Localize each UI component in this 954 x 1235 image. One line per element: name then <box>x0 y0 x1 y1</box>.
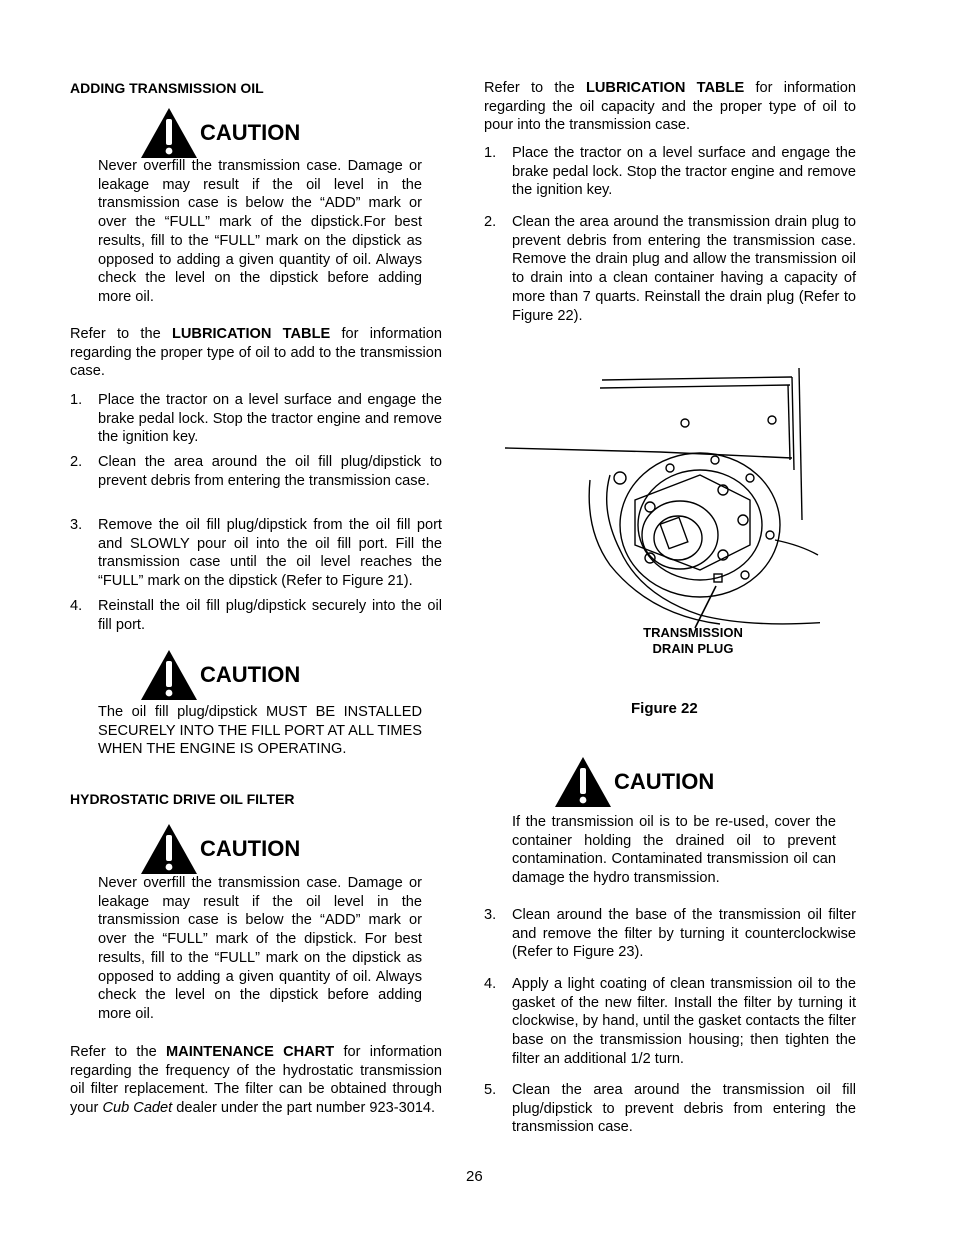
caution-label: CAUTION <box>200 120 301 145</box>
warning-triangle-icon <box>140 107 198 159</box>
paragraph: Refer to the MAINTENANCE CHART for information regarding the frequency of the hydrostatic transmission oil filter replacement. The filter can be obtained through your Cub Cadet dealer under the part number 923-3014. <box>70 1044 442 1117</box>
section-title-adding-oil: ADDING TRANSMISSION OIL <box>70 80 264 96</box>
warning-triangle-icon <box>140 649 198 701</box>
section-title-oil-filter: HYDROSTATIC DRIVE OIL FILTER <box>70 791 295 807</box>
caution-text: The oil fill plug/dipstick MUST BE INSTALLED SECURELY INTO THE FILL PORT AT ALL TIMES WHEN THE ENGINE IS OPERATING. <box>98 704 422 758</box>
figure-caption: Figure 22 <box>631 700 698 717</box>
caution-label: CAUTION <box>614 769 715 794</box>
paragraph: Refer to the LUBRICATION TABLE for information regarding the proper type of oil to add to the transmission case. <box>70 326 442 380</box>
page-number: 26 <box>466 1168 483 1185</box>
caution-text: If the transmission oil is to be re-used, cover the container holding the drained oil to prevent contamination. Contaminated transmission oil can damage the hydro transmission. <box>512 814 836 887</box>
caution-heading <box>140 823 300 875</box>
warning-triangle-icon <box>554 756 612 808</box>
paragraph: Refer to the LUBRICATION TABLE for information regarding the oil capacity and the proper type of oil to pour into the transmission case. <box>484 80 856 134</box>
caution-heading <box>140 107 300 159</box>
figure-label: TRANSMISSION DRAIN PLUG <box>643 625 743 656</box>
caution-heading <box>140 649 300 701</box>
caution-text: Never overfill the transmission case. Damage or leakage may result if the oil level in the transmission case is below the “ADD” mark or over the “FULL” mark of the dipstick.For best results, fill to the “FULL” mark on the dipstick as opposed to adding a given quantity of oil. Always check the level on the dipstick before adding more oil. <box>98 158 422 305</box>
caution-heading <box>554 756 714 808</box>
transmission-illustration <box>500 360 820 630</box>
caution-label: CAUTION <box>200 662 301 687</box>
warning-triangle-icon <box>140 823 198 875</box>
caution-text: Never overfill the transmission case. Damage or leakage may result if the oil level in the transmission case is below the “ADD” mark or over the “FULL” mark of the dipstick. For best results, fill to the “FULL” mark on the dipstick as opposed to adding a given quantity of oil. Always check the level on the dipstick before adding more oil. <box>98 875 422 1022</box>
caution-label: CAUTION <box>200 836 301 861</box>
